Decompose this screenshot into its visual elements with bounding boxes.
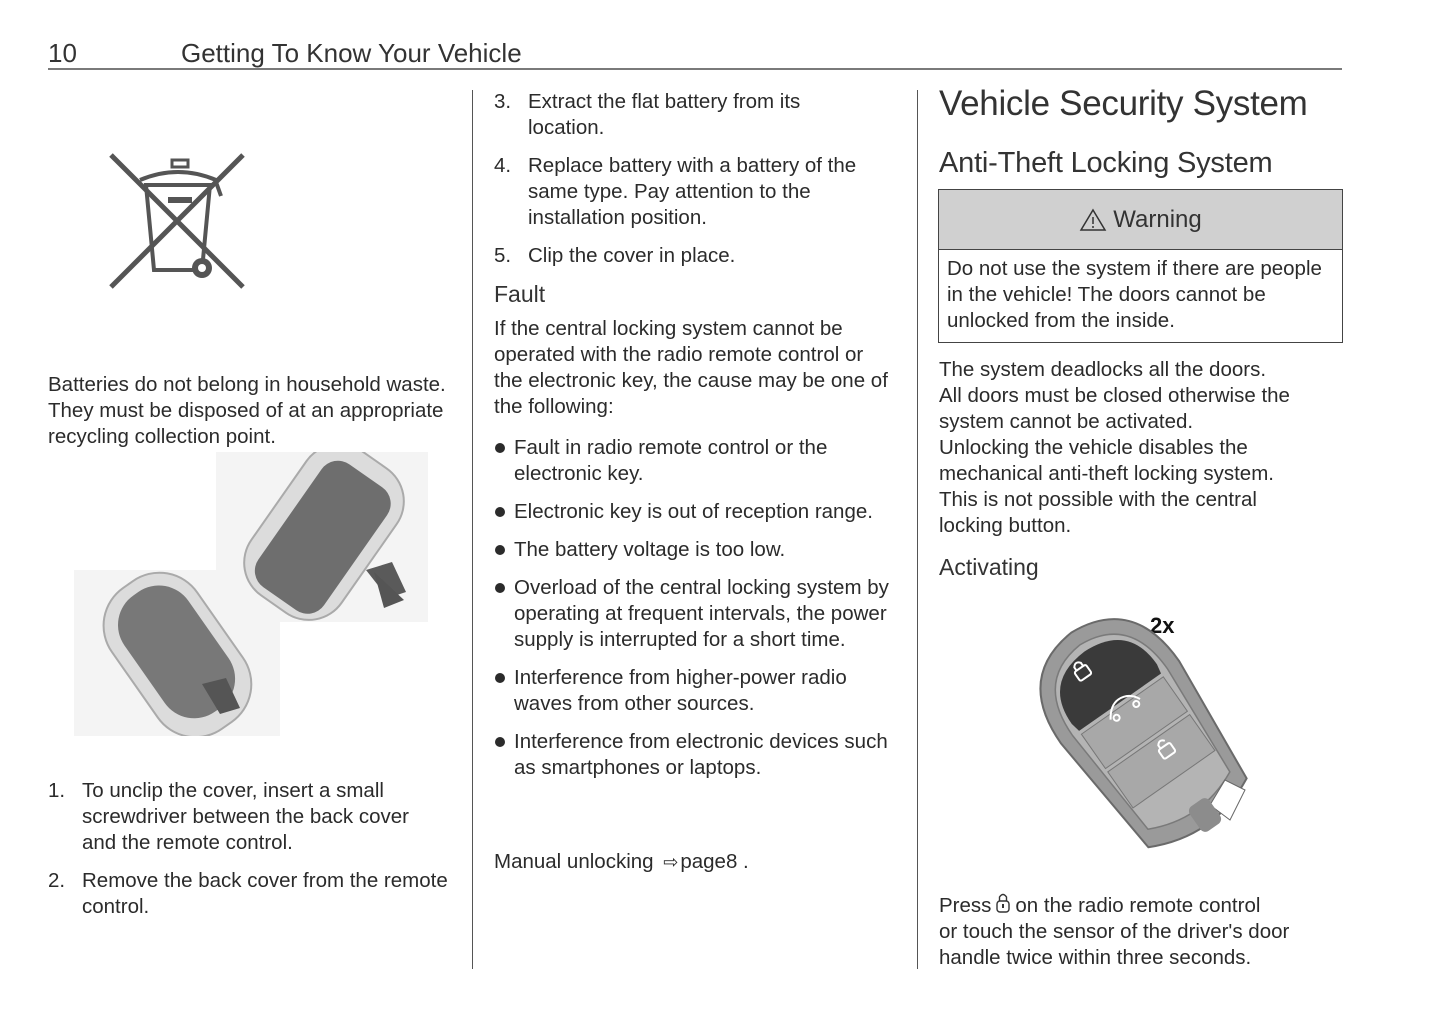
fault-cause-text: Interference from higher-power radio waves from other sources. (514, 666, 847, 715)
bullet-icon (494, 575, 514, 653)
cross-reference-arrow-icon: ⇨ (663, 852, 679, 872)
fault-heading: Fault (494, 281, 546, 307)
step-number: 4. (494, 154, 512, 177)
fault-cause-text: Interference from electronic devices such as smartphones or laptops. (514, 730, 888, 779)
fault-cause-item (494, 729, 889, 781)
description-line: All doors must be closed otherwise the (939, 384, 1290, 407)
chapter-title: Getting To Know Your Vehicle (181, 38, 522, 68)
key-fob-illustration (1015, 610, 1275, 860)
press-twice-label: 2x (1150, 613, 1175, 638)
instruction-line-3: handle twice within three seconds. (939, 946, 1252, 969)
column-divider-left (472, 90, 473, 969)
fault-cause-text: Electronic key is out of reception range. (514, 500, 873, 523)
fault-cause-text: Overload of the central locking system by operating at frequent intervals, the power supply is interrupted for a short time. (514, 576, 889, 651)
step-5 (494, 243, 874, 269)
subsection-title: Anti-Theft Locking System (939, 147, 1273, 179)
warning-box (938, 189, 1343, 343)
step-text: To unclip the cover, insert a small screwdriver between the back cover and the remote control. (82, 779, 410, 854)
description-line: This is not possible with the central (939, 488, 1257, 511)
fault-cause-text: The battery voltage is too low. (514, 538, 786, 561)
step-text: Remove the back cover from the remote control. (82, 869, 448, 918)
fault-cause-item (494, 575, 889, 653)
key-fob-cover-removal-illustration (74, 452, 428, 736)
description-line: Unlocking the vehicle disables the (939, 436, 1248, 459)
lock-icon (995, 892, 1011, 914)
bullet-icon (494, 665, 514, 717)
step-number: 1. (48, 779, 66, 802)
battery-disposal-note: Batteries do not belong in household waste. They must be disposed of at an appropriate recycling collection point. (48, 373, 446, 448)
header-divider (48, 68, 1342, 70)
description-line: system cannot be activated. (939, 410, 1194, 433)
step-number: 5. (494, 244, 512, 267)
cover-removal-steps (48, 778, 448, 932)
step-text: Clip the cover in place. (528, 244, 736, 267)
warning-triangle-icon (1079, 208, 1107, 232)
column-divider-right (917, 90, 918, 969)
step-number: 2. (48, 869, 66, 892)
battery-replacement-steps (494, 89, 874, 281)
activating-heading: Activating (939, 554, 1039, 580)
instruction-line-2: or touch the sensor of the driver's door (939, 920, 1290, 943)
bullet-icon (494, 499, 514, 525)
page-link[interactable]: page8 (680, 850, 738, 873)
fault-cause-item (494, 499, 889, 525)
bullet-icon (494, 537, 514, 563)
step-text: Replace battery with a battery of the same type. Pay attention to the installation position. (528, 154, 857, 229)
reference-suffix: . (737, 850, 749, 873)
page-number: 10 (48, 38, 77, 68)
bullet-icon (494, 435, 514, 487)
warning-header (939, 190, 1342, 250)
fault-causes-list (494, 435, 889, 793)
step-number: 3. (494, 90, 512, 113)
step-3 (494, 89, 874, 141)
anti-theft-description (939, 357, 1343, 539)
bullet-icon (494, 729, 514, 781)
fault-cause-text: Fault in radio remote control or the electronic key. (514, 436, 828, 485)
warning-text: Do not use the system if there are people in the vehicle! The doors cannot be unlocked from the inside. (947, 257, 1322, 332)
recycling-bin-crossed-icon (106, 150, 248, 292)
fault-intro: If the central locking system cannot be operated with the radio remote control or the electronic key, the cause may be one of the following: (494, 317, 888, 418)
step-text: Extract the flat battery from its location. (528, 90, 801, 139)
description-line: The system deadlocks all the doors. (939, 358, 1267, 381)
fault-cause-item (494, 537, 889, 563)
instruction-line-1 (939, 892, 1343, 919)
section-title: Vehicle Security System (939, 84, 1308, 123)
fault-cause-item (494, 435, 889, 487)
warning-title: Warning (1113, 205, 1202, 233)
instruction-remote: on the radio remote control (1015, 894, 1261, 917)
activating-instruction (939, 892, 1343, 971)
manual-unlocking-reference (494, 849, 899, 875)
description-line: mechanical anti-theft locking system. (939, 462, 1274, 485)
fault-cause-item (494, 665, 889, 717)
description-line: locking button. (939, 514, 1072, 537)
step-4 (494, 153, 874, 231)
manual-unlocking-text: Manual unlocking (494, 850, 654, 873)
step-1 (48, 778, 448, 856)
step-2 (48, 868, 448, 920)
instruction-press: Press (939, 894, 992, 917)
